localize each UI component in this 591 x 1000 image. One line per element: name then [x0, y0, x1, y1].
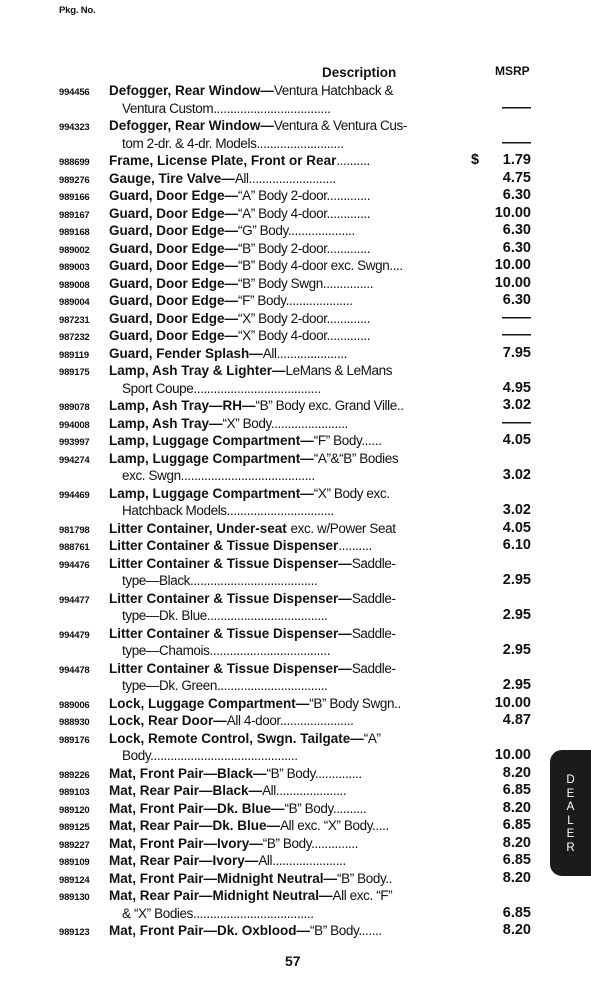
- list-item: [0, 625, 591, 660]
- description: [109, 432, 457, 450]
- list-item: [0, 450, 591, 485]
- item-detail: “F” Body......: [313, 433, 382, 448]
- msrp-price: ——: [502, 309, 531, 326]
- item-detail: “A”&“B” Bodies: [313, 450, 399, 466]
- description: [109, 397, 457, 415]
- list-item: [0, 432, 591, 450]
- column-header-description: Description: [322, 65, 397, 80]
- pkg-number: 989109: [59, 857, 90, 868]
- description-line: [109, 887, 457, 905]
- pkg-number: 989123: [59, 927, 90, 938]
- item-detail: & “X” Bodies....................................: [122, 905, 314, 921]
- list-item: [0, 485, 591, 520]
- list-item: [0, 240, 591, 258]
- dealer-tab: [550, 750, 591, 876]
- pkg-number: 989227: [59, 839, 90, 851]
- msrp-price: 4.05: [502, 432, 531, 448]
- item-name: Lamp, Ash Tray—RH—: [109, 398, 256, 413]
- description-line: [109, 555, 457, 573]
- pkg-number: 989130: [59, 892, 90, 903]
- item-name: Lamp, Ash Tray—: [109, 415, 223, 431]
- item-detail: Hatchback Models................................: [122, 503, 334, 518]
- description-line: [109, 607, 457, 625]
- msrp-price: 4.87: [502, 712, 531, 728]
- item-name: Litter Container & Tissue Dispenser—: [109, 660, 352, 676]
- description-line: [109, 695, 457, 713]
- description: [109, 292, 457, 310]
- description-line: [109, 765, 457, 783]
- item-detail: All.....................: [262, 783, 347, 798]
- item-name: Mat, Front Pair—Ivory—: [109, 835, 263, 851]
- pkg-number: 994469: [59, 489, 90, 501]
- description: [109, 345, 457, 363]
- description-line: [109, 712, 457, 730]
- list-item: [0, 327, 591, 345]
- description: [109, 537, 457, 555]
- pkg-number: 988699: [59, 157, 90, 168]
- description-line: [109, 100, 457, 118]
- pkg-number: 994323: [59, 122, 90, 133]
- item-detail: “A”: [363, 730, 381, 746]
- description-line: [109, 835, 457, 853]
- list-item: [0, 275, 591, 293]
- item-detail: “B” Body Swgn...............: [238, 275, 374, 291]
- description: [109, 590, 457, 625]
- description-line: [109, 240, 457, 258]
- pkg-number: 989006: [59, 699, 90, 711]
- dealer-tab-label: D E A L E R: [566, 774, 575, 854]
- item-detail: type—Chamois....................................: [122, 643, 331, 658]
- msrp-price: 4.95: [502, 379, 531, 396]
- msrp-price: 2.95: [502, 642, 531, 658]
- list-item: [0, 345, 591, 363]
- msrp-price: ——: [502, 414, 531, 431]
- item-name: Mat, Front Pair—Dk. Blue—: [109, 800, 285, 816]
- item-detail: All exc. “F”: [332, 888, 393, 903]
- description-line: [109, 345, 457, 363]
- msrp-price: 10.00: [494, 694, 531, 711]
- description: [109, 835, 457, 853]
- item-detail: “B” Body exc. Grand Ville..: [255, 398, 404, 413]
- item-detail: Ventura & Ventura Cus-: [273, 118, 407, 133]
- item-detail: All......................: [258, 853, 346, 868]
- description: [109, 117, 457, 152]
- description-line: [109, 660, 457, 678]
- description-line: [109, 222, 457, 240]
- description-line: [109, 187, 457, 205]
- item-detail: LeMans & LeMans: [285, 363, 393, 378]
- description-line: [109, 782, 457, 800]
- description: [109, 800, 457, 818]
- item-detail: All.....................: [262, 345, 347, 361]
- description-line: [109, 800, 457, 818]
- description: [109, 782, 457, 800]
- description: [109, 870, 457, 888]
- list-item: [0, 870, 591, 888]
- pkg-number: 989120: [59, 804, 90, 816]
- item-name: Gauge, Tire Valve—: [109, 170, 235, 186]
- item-name: Frame, License Plate, Front or Rear: [109, 153, 337, 168]
- description: [109, 362, 457, 397]
- item-detail: ..........: [338, 538, 372, 553]
- list-item: [0, 415, 591, 433]
- item-name: Guard, Door Edge—: [109, 240, 239, 256]
- item-name: Lamp, Luggage Compartment—: [109, 485, 314, 501]
- msrp-price: 6.30: [502, 292, 531, 308]
- description: [109, 257, 457, 275]
- item-name: Guard, Door Edge—: [109, 293, 239, 308]
- description: [109, 555, 457, 590]
- list-item: [0, 292, 591, 310]
- list-item: [0, 555, 591, 590]
- pkg-number: 994274: [59, 454, 90, 466]
- pkg-number: 989003: [59, 262, 90, 273]
- list-item: [0, 187, 591, 205]
- pkg-number: 989119: [59, 349, 89, 361]
- msrp-price: 3.02: [502, 467, 531, 483]
- description-line: [109, 642, 457, 660]
- item-detail: type—Dk. Green.................................: [122, 678, 328, 693]
- item-name: Lock, Remote Control, Swgn. Tailgate—: [109, 730, 364, 746]
- pkg-number: 989226: [59, 769, 90, 781]
- list-item: [0, 800, 591, 818]
- item-detail: “B” Body Swgn..: [309, 695, 401, 711]
- list-item: [0, 660, 591, 695]
- item-name: Guard, Fender Splash—: [109, 345, 263, 361]
- item-detail: “X” Body 4-door.............: [238, 328, 371, 343]
- item-name: Lock, Luggage Compartment—: [109, 695, 310, 711]
- msrp-price: 6.10: [502, 537, 531, 553]
- msrp-price: ——: [502, 99, 531, 116]
- item-detail: “B” Body..: [337, 870, 393, 886]
- item-name: Litter Container & Tissue Dispenser—: [109, 590, 352, 606]
- item-name: Mat, Rear Pair—Midnight Neutral—: [109, 888, 333, 903]
- pkg-number: 987231: [59, 314, 90, 326]
- list-item: [0, 782, 591, 800]
- description: [109, 625, 457, 660]
- item-detail: “B” Body..............: [266, 765, 362, 781]
- item-detail: Saddle-: [351, 555, 396, 571]
- list-item: [0, 712, 591, 730]
- description-line: [109, 537, 457, 555]
- description: [109, 712, 457, 730]
- msrp-price: 10.00: [494, 274, 531, 291]
- pkg-number: 989167: [59, 209, 90, 221]
- description: [109, 205, 457, 223]
- description: [109, 520, 457, 538]
- list-item: [0, 310, 591, 328]
- list-item: [0, 257, 591, 275]
- description-line: [109, 922, 457, 940]
- msrp-price: 8.20: [502, 834, 531, 851]
- msrp-price: 4.05: [502, 519, 531, 536]
- pkg-number: 988761: [59, 542, 90, 553]
- pkg-number: 989008: [59, 279, 90, 291]
- description-line: [109, 205, 457, 223]
- item-name: Mat, Rear Pair—Ivory—: [109, 853, 259, 868]
- description: [109, 852, 457, 870]
- item-name: Mat, Rear Pair—Dk. Blue—: [109, 818, 281, 833]
- item-name: Lamp, Ash Tray & Lighter—: [109, 363, 286, 378]
- item-name: Litter Container & Tissue Dispenser: [109, 538, 339, 553]
- item-detail: “B” Body 2-door.............: [238, 240, 371, 256]
- item-name: Defogger, Rear Window—: [109, 83, 274, 98]
- description-line: [109, 730, 457, 748]
- item-name: Litter Container & Tissue Dispenser—: [109, 555, 352, 571]
- item-detail: “A” Body 4-door.............: [238, 205, 371, 221]
- description-line: [109, 257, 457, 275]
- pkg-number: 994477: [59, 594, 90, 606]
- item-detail: “X” Body 2-door.............: [238, 310, 371, 326]
- msrp-price: 6.85: [502, 782, 531, 798]
- item-detail: Saddle-: [351, 590, 396, 606]
- list-item: [0, 152, 591, 170]
- column-header-msrp: MSRP: [495, 64, 530, 78]
- list-item: [0, 590, 591, 625]
- parts-list: [0, 82, 591, 940]
- description: [109, 222, 457, 240]
- item-detail: exc. Swgn........................................: [122, 468, 315, 483]
- list-item: [0, 695, 591, 713]
- item-detail: All 4-door......................: [226, 713, 354, 728]
- item-name: Lock, Rear Door—: [109, 713, 227, 728]
- pkg-number: 989166: [59, 192, 90, 203]
- description-line: [109, 450, 457, 468]
- item-detail: “B” Body..........: [284, 800, 367, 816]
- item-detail: “G” Body....................: [238, 223, 355, 238]
- item-name: Mat, Front Pair—Dk. Oxblood—: [109, 923, 311, 938]
- description-line: [109, 152, 457, 170]
- pkg-number: 989176: [59, 734, 90, 746]
- description-line: [109, 572, 457, 590]
- list-item: [0, 520, 591, 538]
- description-line: [109, 170, 457, 188]
- item-detail: Saddle-: [351, 660, 396, 676]
- msrp-price: 2.95: [502, 572, 531, 588]
- msrp-price: 4.75: [502, 169, 531, 186]
- pkg-number: 994479: [59, 629, 90, 641]
- list-item: [0, 817, 591, 835]
- msrp-price: 6.30: [502, 239, 531, 256]
- item-detail: type—Dk. Blue....................................: [122, 608, 328, 623]
- item-detail: tom 2-dr. & 4-dr. Models..........................: [122, 135, 344, 151]
- item-detail: type—Black......................................: [122, 573, 318, 588]
- item-name: Guard, Door Edge—: [109, 223, 239, 238]
- description: [109, 82, 457, 117]
- pkg-number: 994478: [59, 664, 90, 676]
- msrp-price: 8.20: [502, 764, 531, 781]
- item-name: Guard, Door Edge—: [109, 328, 239, 343]
- list-item: [0, 362, 591, 397]
- item-name: Mat, Front Pair—Black—: [109, 765, 267, 781]
- page-number: 57: [285, 953, 301, 969]
- msrp-price: 6.30: [502, 187, 531, 203]
- item-detail: “B” Body.......: [310, 923, 382, 938]
- description: [109, 922, 457, 940]
- list-item: [0, 887, 591, 922]
- description-line: [109, 677, 457, 695]
- description-line: [109, 852, 457, 870]
- msrp-price: 8.20: [502, 922, 531, 938]
- description: [109, 450, 457, 485]
- item-detail: “X” Body.......................: [222, 415, 348, 431]
- item-detail: “A” Body 2-door.............: [238, 188, 371, 203]
- description-line: [109, 817, 457, 835]
- list-item: [0, 397, 591, 415]
- msrp-price: 8.20: [502, 799, 531, 816]
- description-line: [109, 362, 457, 380]
- description: [109, 170, 457, 188]
- item-detail: Sport Coupe......................................: [122, 380, 321, 396]
- msrp-price: 2.95: [502, 607, 531, 623]
- description-line: [109, 327, 457, 345]
- description: [109, 485, 457, 520]
- pkg-number: 989168: [59, 227, 90, 238]
- list-item: [0, 82, 591, 117]
- msrp-price: ——: [502, 327, 531, 343]
- item-name: Mat, Rear Pair—Black—: [109, 783, 263, 798]
- pkg-number: 989002: [59, 244, 90, 256]
- description-line: [109, 467, 457, 485]
- description-line: [109, 502, 457, 520]
- list-item: [0, 922, 591, 940]
- msrp-price: ——: [502, 134, 531, 151]
- item-detail: All..........................: [234, 170, 336, 186]
- list-item: [0, 835, 591, 853]
- description: [109, 765, 457, 783]
- description-line: [109, 310, 457, 328]
- pkg-number: 989078: [59, 402, 90, 413]
- item-name: Guard, Door Edge—: [109, 275, 239, 291]
- pkg-number: 989103: [59, 787, 90, 798]
- pkg-number: 989124: [59, 874, 90, 886]
- item-name: Litter Container, Under-seat: [109, 520, 291, 536]
- item-detail: Ventura Custom...................................: [122, 100, 331, 116]
- description-line: [109, 135, 457, 153]
- currency-symbol: $: [471, 152, 480, 168]
- description: [109, 695, 457, 713]
- item-name: Guard, Door Edge—: [109, 188, 239, 203]
- item-name: Litter Container & Tissue Dispenser—: [109, 625, 352, 641]
- msrp-price: 10.00: [494, 257, 531, 273]
- pkg-number: 981798: [59, 524, 90, 536]
- pkg-number: 988930: [59, 717, 90, 728]
- description-line: [109, 415, 457, 433]
- description: [109, 660, 457, 695]
- pkg-number: 993997: [59, 437, 90, 448]
- item-detail: Saddle-: [351, 625, 396, 641]
- item-name: Guard, Door Edge—: [109, 310, 239, 326]
- description-line: [109, 397, 457, 415]
- item-detail: ..........: [336, 153, 370, 168]
- msrp-price: 3.02: [502, 397, 531, 413]
- description: [109, 817, 457, 835]
- description-line: [109, 747, 457, 765]
- item-detail: All exc. “X” Body.....: [280, 818, 389, 833]
- description-line: [109, 905, 457, 923]
- item-name: Mat, Front Pair—Midnight Neutral—: [109, 870, 337, 886]
- msrp-price: 6.30: [502, 222, 531, 238]
- item-detail: “B” Body..............: [262, 835, 359, 851]
- item-detail: “B” Body 4-door exc. Swgn....: [238, 258, 403, 273]
- description-line: [109, 292, 457, 310]
- pkg-number: 989125: [59, 822, 90, 833]
- description-line: [109, 82, 457, 100]
- description-line: [109, 432, 457, 450]
- description: [109, 730, 457, 765]
- pkg-number: 994008: [59, 419, 90, 431]
- description-line: [109, 520, 457, 538]
- list-item: [0, 765, 591, 783]
- list-item: [0, 852, 591, 870]
- item-detail: “F” Body....................: [238, 293, 353, 308]
- description-line: [109, 380, 457, 398]
- item-name: Guard, Door Edge—: [109, 205, 239, 221]
- msrp-price: 10.00: [494, 204, 531, 221]
- description-line: [109, 117, 457, 135]
- pkg-number: 989004: [59, 297, 90, 308]
- pkg-number: 989276: [59, 174, 90, 186]
- msrp-price: 7.95: [502, 344, 531, 361]
- pkg-number: 987232: [59, 332, 90, 343]
- description-line: [109, 625, 457, 643]
- item-detail: Body............................................: [122, 748, 298, 763]
- description: [109, 310, 457, 328]
- msrp-price: 3.02: [502, 502, 531, 518]
- item-name: Guard, Door Edge—: [109, 258, 239, 273]
- pkg-number: 994476: [59, 559, 90, 571]
- item-name: Lamp, Luggage Compartment—: [109, 433, 314, 448]
- msrp-price: 10.00: [494, 747, 531, 763]
- msrp-price: 8.20: [502, 869, 531, 886]
- description: [109, 187, 457, 205]
- msrp-price: 1.79: [502, 152, 531, 168]
- description-line: [109, 275, 457, 293]
- item-detail: exc. w/Power Seat: [290, 520, 396, 536]
- description: [109, 275, 457, 293]
- list-item: [0, 170, 591, 188]
- description: [109, 152, 457, 170]
- description: [109, 415, 457, 433]
- pkg-number: 994456: [59, 87, 90, 98]
- description-line: [109, 590, 457, 608]
- msrp-price: 6.85: [502, 817, 531, 833]
- item-name: Defogger, Rear Window—: [109, 118, 274, 133]
- description: [109, 887, 457, 922]
- description-line: [109, 870, 457, 888]
- list-item: [0, 205, 591, 223]
- list-item: [0, 537, 591, 555]
- description: [109, 240, 457, 258]
- pkg-number: 989175: [59, 367, 90, 378]
- list-item: [0, 117, 591, 152]
- item-detail: Ventura Hatchback &: [273, 83, 394, 98]
- item-detail: “X” Body exc.: [313, 485, 390, 501]
- description-line: [109, 485, 457, 503]
- list-item: [0, 222, 591, 240]
- item-name: Lamp, Luggage Compartment—: [109, 450, 314, 466]
- column-header-pkg-no: Pkg. No.: [59, 5, 96, 16]
- msrp-price: 2.95: [502, 677, 531, 693]
- description: [109, 327, 457, 345]
- msrp-price: 6.85: [502, 852, 531, 868]
- msrp-price: 6.85: [502, 904, 531, 921]
- list-item: [0, 730, 591, 765]
